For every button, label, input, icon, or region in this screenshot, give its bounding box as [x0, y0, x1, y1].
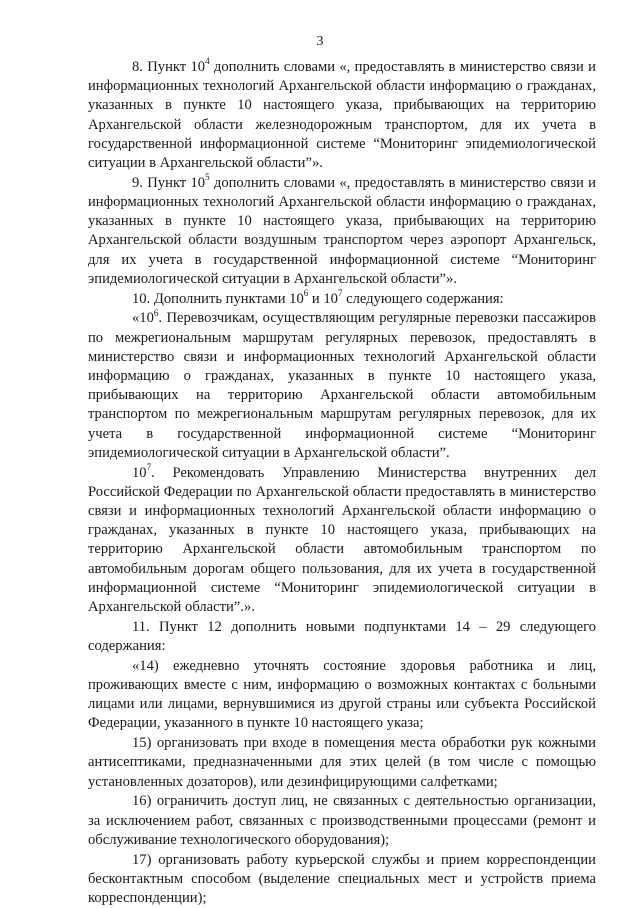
page-number: 3 [316, 34, 324, 49]
paragraph-text: дополнить словами «, предоставлять в министерство связи и информационных технологий Архангельской области информацию о гражданах, указанных в пункте 10 настоящего указа, прибывающих на территорию Архангельской области железнодорожным транспортом, для их учета в государственной информационной системе “Мониторинг эпидемиологической ситуации в Архангельской области”». [88, 59, 596, 172]
paragraph-p11-14 [88, 657, 596, 734]
paragraph-text: 9. Пункт 10 [132, 174, 206, 191]
paragraph-p11 [88, 618, 596, 656]
superscript-index: 7 [337, 287, 343, 298]
paragraph-text: «14) ежедневно уточнять состояние здоровья работника и лиц, проживающих вместе с ним, информацию о возможных контактах с больными лицами или лицами, вернувшимися из другой страны или субъекта Российской Федерации, указанного в пункте 10 настоящего указа; [88, 657, 596, 732]
paragraph-p10-7 [88, 461, 596, 618]
paragraph-text: 8. Пункт 10 [132, 59, 206, 75]
superscript-index: 6 [303, 287, 309, 298]
paragraph-p10 [88, 287, 596, 309]
paragraph-text: . Перевозчикам, осуществляющим регулярные перевозки пассажиров по межрегиональным маршрутам регулярных перевозок, предоставлять в министерство связи и информационных технологий Архангельской области информацию о гражданах, указанных в пункте 10 настоящего указа, прибывающих на территорию Архангельской области автомобильным транспортом по межрегиональным маршрутам регулярных перевозок, для их учета в государственной информационной системе “Мониторинг эпидемиологической ситуации в Архангельской области”. [88, 310, 596, 461]
paragraph-text: и 10 [308, 290, 338, 307]
paragraph-text: 10. Дополнить пунктами 10 [132, 290, 304, 307]
paragraph-text: следующего содержания: [342, 290, 504, 307]
superscript-index: 7 [146, 461, 152, 472]
paragraph-text: дополнить словами «, предоставлять в министерство связи и информационных технологий Архангельской области информацию о гражданах, указанных в пункте 10 настоящего указа, прибывающих на территорию Архангельской области воздушным транспортом через аэропорт Архангельск, для их учета в государственной информационной системе “Мониторинг эпидемиологической ситуации в Архангельской области”». [88, 174, 596, 287]
document-body [88, 58, 596, 908]
paragraph-p11-15 [88, 734, 596, 792]
paragraph-text: 16) ограничить доступ лиц, не связанных с деятельностью организации, за исключением работ, связанных с производственными процессами (ремонт и обслуживание технологического оборудования); [88, 793, 596, 848]
paragraph-p11-16 [88, 792, 596, 850]
paragraph-text: 15) организовать при входе в помещения места обработки рук кожными антисептиками, предназначенными для этих целей (в том числе с помощью установленных дозаторов), или дезинфицирующими салфетками; [88, 735, 596, 790]
paragraph-p11-17 [88, 851, 596, 908]
superscript-index: 5 [205, 171, 210, 182]
paragraph-text: 17) организовать работу курьерской службы и прием корреспонденции бесконтактным способом (выделение специальных мест и устройств приема корреспонденции); [88, 851, 596, 907]
superscript-index: 6 [153, 307, 159, 318]
paragraph-p10-6 [88, 309, 596, 463]
paragraph-text: 10 [132, 464, 147, 481]
paragraph-p8 [88, 58, 596, 173]
paragraph-text: . Рекомендовать Управлению Министерства внутренних дел Российской Федерации по Архангельской области предоставлять в министерство связи и информационных технологий Архангельской области информацию о гражданах, указанных в пункте 10 настоящего указа, прибывающих на территорию Архангельской области автомобильным транспортом по автомобильным дорогам общего пользования, для их учета в государственной информационной системе “Мониторинг эпидемиологической ситуации в Архангельской области”.». [88, 464, 596, 616]
paragraph-text: «10 [132, 310, 154, 327]
paragraph-p9 [88, 171, 596, 289]
paragraph-text: 11. Пункт 12 дополнить новыми подпунктами 14 – 29 следующего содержания: [88, 618, 596, 655]
superscript-index: 4 [205, 56, 210, 67]
